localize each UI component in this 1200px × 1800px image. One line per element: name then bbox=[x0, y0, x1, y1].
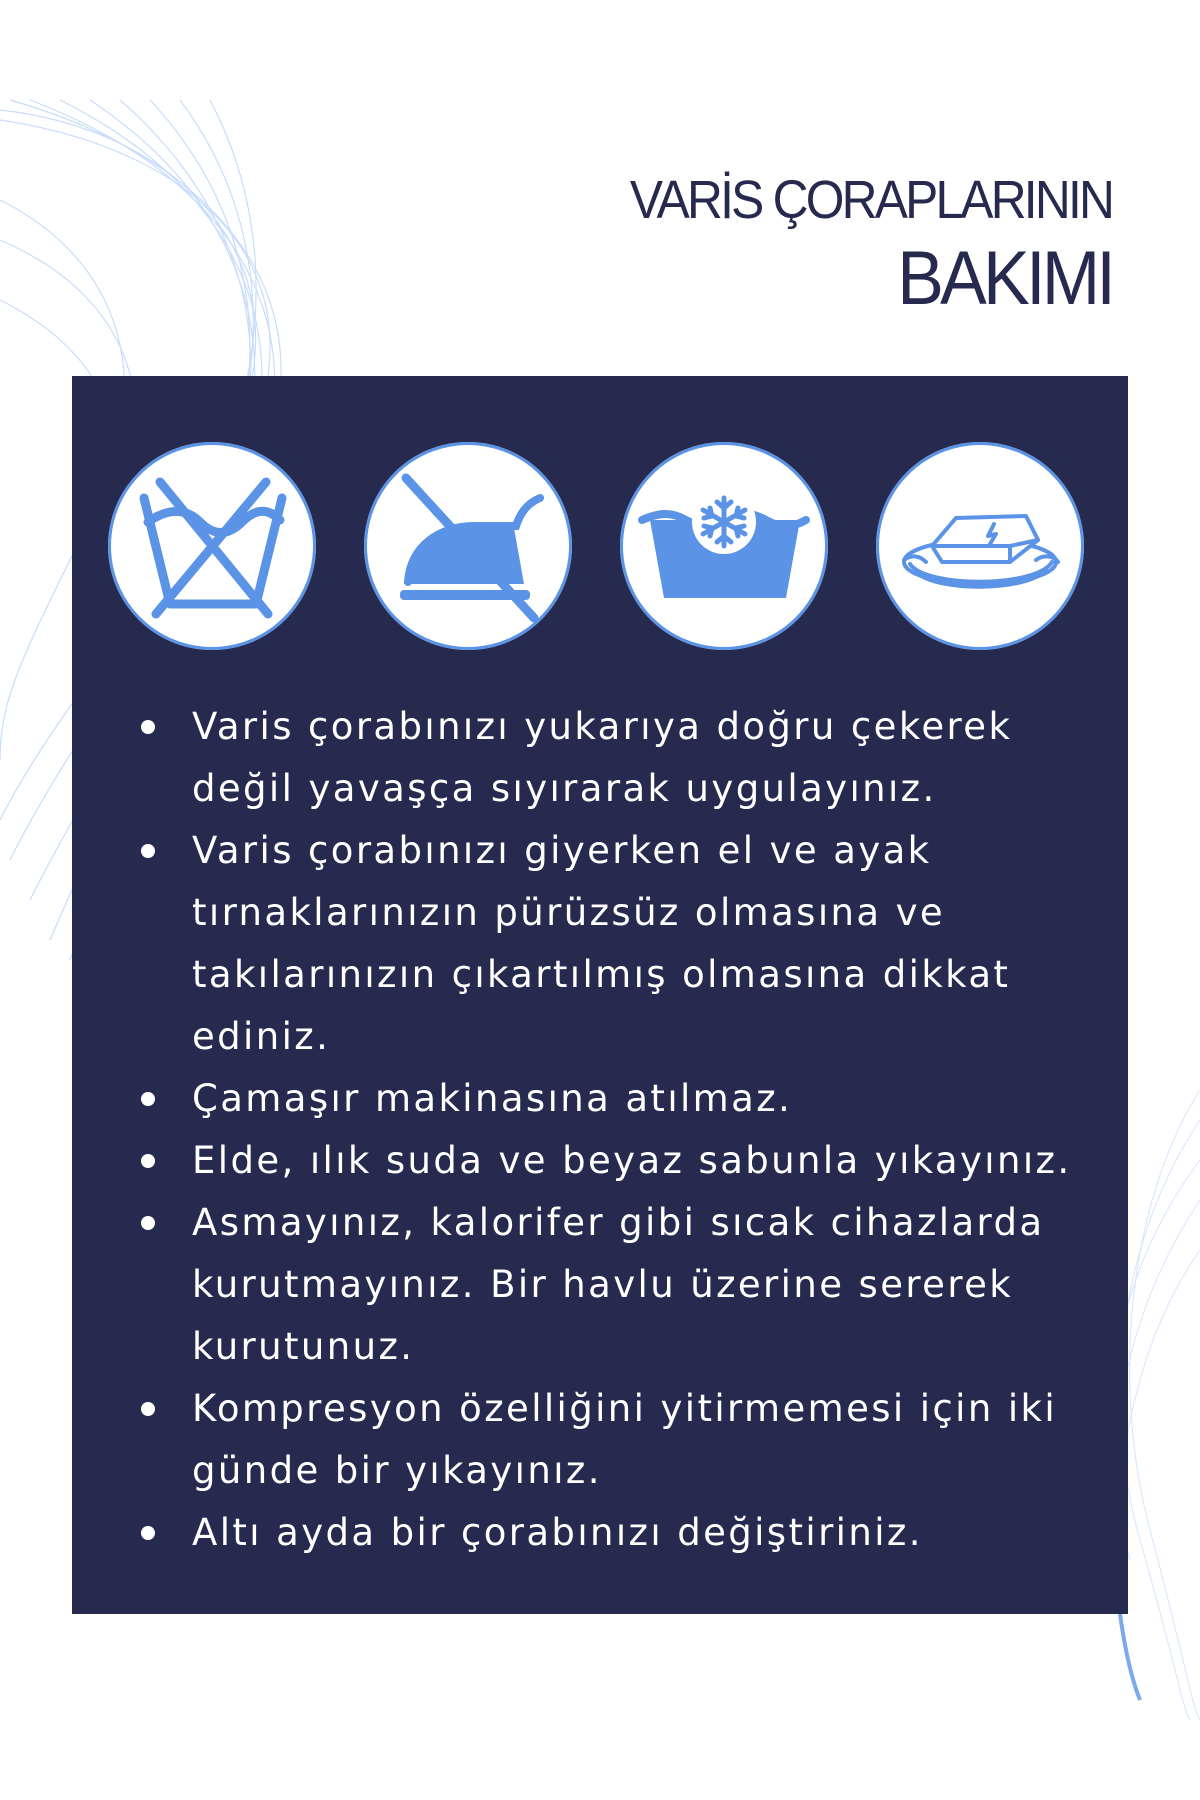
no-wash-crossed-tub-icon bbox=[108, 442, 316, 650]
care-instructions-list bbox=[132, 696, 1092, 1564]
bullet-icon bbox=[141, 1216, 155, 1230]
care-icon-circle bbox=[876, 442, 1084, 650]
soap-bar-icon bbox=[876, 442, 1084, 650]
care-panel bbox=[72, 376, 1128, 1614]
care-icon-circle bbox=[108, 442, 316, 650]
list-item: Altı ayda bir çorabınızı değiştiriniz. bbox=[132, 1502, 1092, 1564]
care-icons-row bbox=[72, 376, 1128, 696]
list-item: Çamaşır makinasına atılmaz. bbox=[132, 1068, 1092, 1130]
title-block bbox=[588, 168, 1112, 322]
cold-water-wash-icon bbox=[620, 442, 828, 650]
page-title-line1: VARİS ÇORAPLARININ bbox=[629, 170, 1112, 230]
care-icon-circle bbox=[364, 442, 572, 650]
bullet-icon bbox=[141, 1154, 155, 1168]
page-title-line2: BAKIMI bbox=[897, 236, 1112, 321]
care-icon-circle bbox=[620, 442, 828, 650]
bullet-icon bbox=[141, 1402, 155, 1416]
bullet-icon bbox=[141, 844, 155, 858]
list-item: Varis çorabınızı yukarıya doğru çekerek değil yavaşça sıyırarak uygulayınız. bbox=[132, 696, 1092, 820]
bullet-icon bbox=[141, 1092, 155, 1106]
list-item: Kompresyon özelliğini yitirmemesi için iki günde bir yıkayınız. bbox=[132, 1378, 1092, 1502]
list-item: Varis çorabınızı giyerken el ve ayak tırnaklarınızın pürüzsüz olmasına ve takılarınızın çıkartılmış olmasına dikkat ediniz. bbox=[132, 820, 1092, 1068]
no-ironing-icon bbox=[364, 442, 572, 650]
bullet-icon bbox=[141, 1526, 155, 1540]
list-item: Elde, ılık suda ve beyaz sabunla yıkayınız. bbox=[132, 1130, 1092, 1192]
bullet-icon bbox=[141, 720, 155, 734]
list-item: Asmayınız, kalorifer gibi sıcak cihazlarda kurutmayınız. Bir havlu üzerine sererek kurutunuz. bbox=[132, 1192, 1092, 1378]
